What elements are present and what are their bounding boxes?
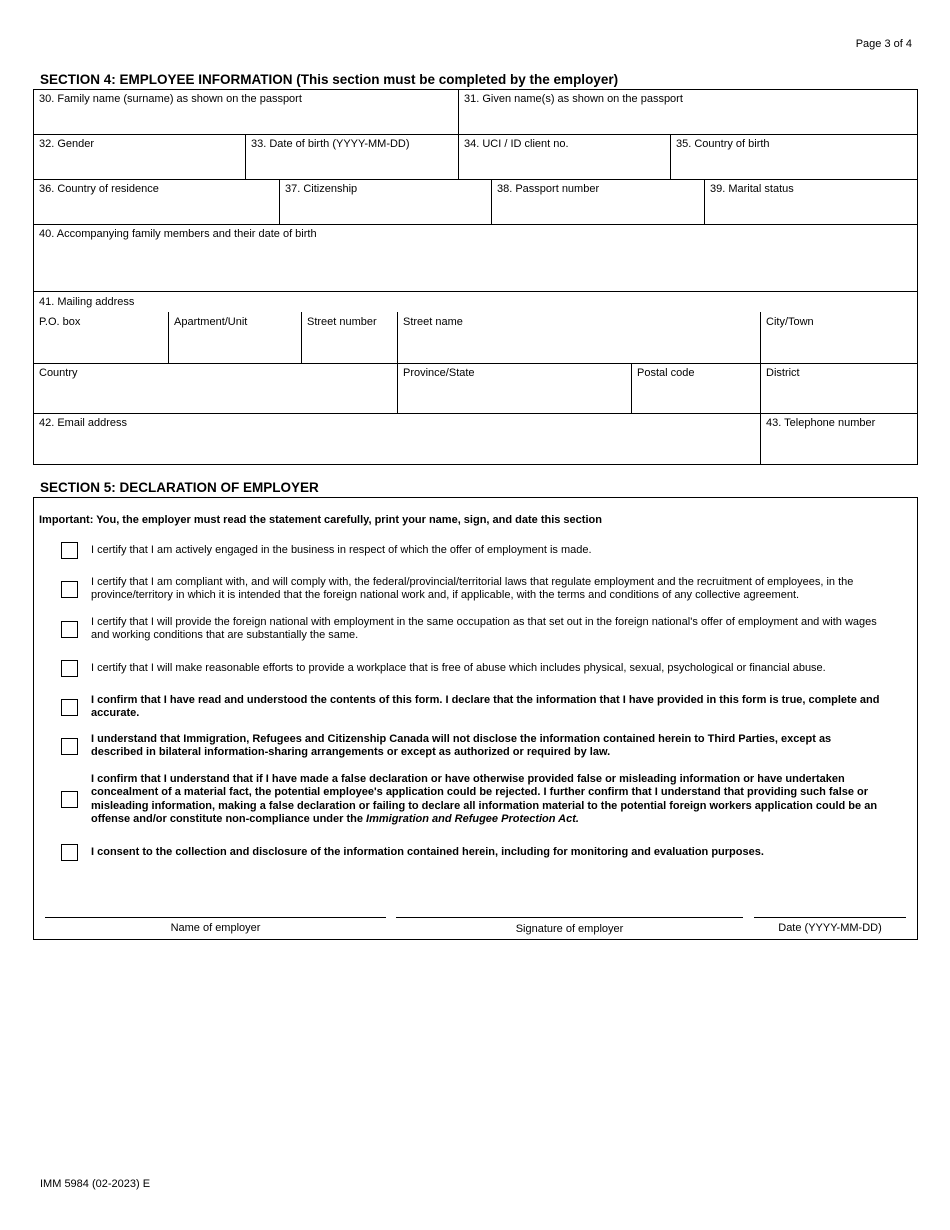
checkbox-6[interactable] (61, 738, 78, 755)
declaration-item-4 (61, 660, 881, 677)
checkbox-8[interactable] (61, 844, 78, 861)
dob-label: 33. Date of birth (YYYY-MM-DD) (251, 138, 410, 150)
given-names-input[interactable] (463, 110, 913, 130)
citizenship-label: 37. Citizenship (285, 183, 358, 195)
page-number: Page 3 of 4 (855, 38, 912, 50)
checkbox-1[interactable] (61, 542, 78, 559)
country-residence-input[interactable] (38, 200, 274, 220)
postal-code-input[interactable] (636, 385, 756, 409)
checkbox-7[interactable] (61, 791, 78, 808)
uci-input[interactable] (463, 155, 665, 175)
declaration-text-1: I certify that I am actively engaged in the business in respect of which the offer of employment is made. (91, 543, 592, 556)
telephone-input[interactable] (765, 435, 913, 460)
given-names-label: 31. Given name(s) as shown on the passport (464, 93, 683, 105)
declaration-item-1 (61, 542, 881, 559)
mailing-address-label: 41. Mailing address (39, 296, 135, 308)
declaration-text-7 (91, 773, 881, 826)
marital-status-input[interactable] (709, 200, 913, 220)
family-name-input[interactable] (38, 110, 453, 130)
city-input[interactable] (765, 335, 913, 359)
declaration-box (33, 497, 918, 940)
family-members-label: 40. Accompanying family members and their date of birth (39, 228, 317, 240)
po-box-input[interactable] (38, 335, 164, 359)
passport-input[interactable] (496, 200, 699, 220)
declaration-text-4: I certify that I will make reasonable efforts to provide a workplace that is free of abuse which includes physical, sexual, psychological or financial abuse. (91, 661, 826, 674)
date-line[interactable] (754, 917, 906, 918)
declaration-text-6: I understand that Immigration, Refugees and Citizenship Canada will not disclose the information contained herein to Third Parties, except as described in bilateral information-sharing arrangements or except as authorized or required by law. (91, 733, 832, 759)
family-name-label: 30. Family name (surname) as shown on the passport (39, 93, 302, 105)
section-5-title: SECTION 5: DECLARATION OF EMPLOYER (40, 480, 319, 495)
country-label: Country (39, 367, 78, 379)
postal-code-label: Postal code (637, 367, 695, 379)
declaration-item-3 (61, 616, 881, 643)
street-name-label: Street name (403, 316, 463, 328)
declaration-text-5: I confirm that I have read and understood the contents of this form. I declare that the information that I have provided in this form is true, complete and accurate. (91, 694, 880, 720)
street-name-input[interactable] (402, 335, 756, 359)
checkbox-3[interactable] (61, 621, 78, 638)
important-note: Important: You, the employer must read the statement carefully, print your name, sign, and date this section (39, 514, 602, 526)
country-birth-label: 35. Country of birth (676, 138, 770, 150)
po-box-label: P.O. box (39, 316, 81, 328)
gender-label: 32. Gender (39, 138, 95, 150)
irpa-act-title: Immigration and Refugee Protection Act. (366, 812, 579, 825)
street-number-label: Street number (307, 316, 377, 328)
family-members-input[interactable] (38, 245, 913, 287)
form-number: IMM 5984 (02-2023) E (40, 1178, 151, 1190)
declaration-text-7-main: I confirm that I understand that if I have made a false declaration or have otherwise provided false or misleading information or have undertaken concealment of a material fact, the potential employee's application could be rejected. I further confirm that I understand that providing such false or misleading information, making a false declaration or failing to declare all information material to the potential foreign workers application could be an offense and/or constitute non-compliance under the (91, 773, 878, 825)
passport-label: 38. Passport number (497, 183, 600, 195)
date-label: Date (YYYY-MM-DD) (778, 922, 882, 934)
gender-input[interactable] (38, 155, 240, 175)
street-number-input[interactable] (306, 335, 393, 359)
marital-status-label: 39. Marital status (710, 183, 794, 195)
apartment-label: Apartment/Unit (174, 316, 248, 328)
citizenship-input[interactable] (284, 200, 486, 220)
section-4-title: SECTION 4: EMPLOYEE INFORMATION (This section must be completed by the employer) (40, 72, 619, 87)
checkbox-4[interactable] (61, 660, 78, 677)
province-label: Province/State (403, 367, 475, 379)
name-of-employer-label: Name of employer (170, 922, 261, 934)
declaration-item-5 (61, 694, 881, 721)
country-input[interactable] (38, 385, 393, 409)
dob-input[interactable] (250, 155, 453, 175)
telephone-label: 43. Telephone number (766, 417, 876, 429)
declaration-item-2 (61, 576, 881, 603)
declaration-item-8 (61, 844, 881, 861)
uci-label: 34. UCI / ID client no. (464, 138, 569, 150)
name-line[interactable] (45, 917, 386, 918)
apartment-input[interactable] (173, 335, 297, 359)
declaration-item-7 (61, 773, 881, 826)
checkbox-2[interactable] (61, 581, 78, 598)
district-input[interactable] (765, 385, 913, 409)
signature-line[interactable] (396, 917, 743, 918)
email-label: 42. Email address (39, 417, 128, 429)
country-birth-input[interactable] (675, 155, 913, 175)
checkbox-5[interactable] (61, 699, 78, 716)
country-residence-label: 36. Country of residence (39, 183, 159, 195)
declaration-text-2: I certify that I am compliant with, and will comply with, the federal/provincial/territorial laws that regulate employment and the recruitment of employees, in the province/territory in which it is intended that the foreign national work and, if applicable, with the terms and conditions of any collective agreement. (91, 576, 854, 602)
city-label: City/Town (766, 316, 814, 328)
declaration-text-8: I consent to the collection and disclosure of the information contained herein, including for monitoring and evaluation purposes. (91, 845, 764, 858)
signature-of-employer-label: Signature of employer (515, 923, 624, 935)
declaration-item-6 (61, 733, 881, 760)
declaration-text-3: I certify that I will provide the foreign national with employment in the same occupation as that set out in the foreign national's offer of employment and with wages and working conditions that are substantially the same. (91, 616, 877, 642)
province-input[interactable] (402, 385, 627, 409)
district-label: District (766, 367, 800, 379)
email-input[interactable] (38, 435, 756, 460)
